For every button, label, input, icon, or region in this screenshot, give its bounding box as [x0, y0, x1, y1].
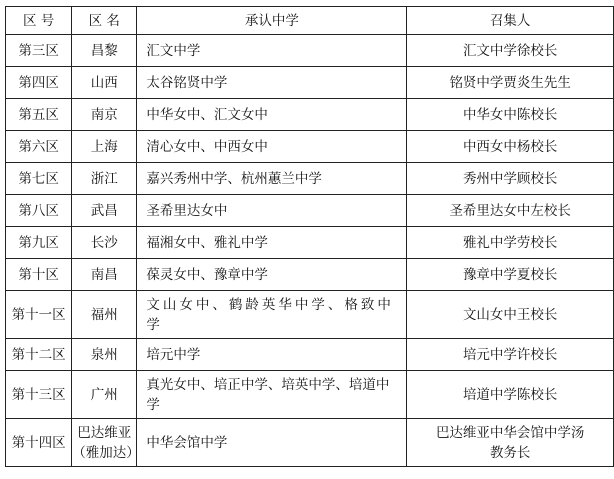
- name-cell: 泉州: [72, 339, 137, 371]
- name-cell: 南昌: [72, 259, 137, 291]
- table-row: [6, 35, 614, 67]
- district-cell: 第六区: [6, 131, 72, 163]
- schools-cell: 葆灵女中、豫章中学: [137, 259, 407, 291]
- convener-cell: 培元中学许校长: [407, 339, 614, 371]
- table-header-row: [6, 7, 614, 35]
- table-row: [6, 99, 614, 131]
- schools-cell: 中华会馆中学: [137, 419, 407, 467]
- name-cell: 山西: [72, 67, 137, 99]
- convener-cell: 铭贤中学贾炎生先生: [407, 67, 614, 99]
- schools-cell: 真光女中、培正中学、培英中学、培道中学: [137, 371, 407, 419]
- header-convener: 召集人: [407, 7, 614, 35]
- convener-cell: 巴达维亚中华会馆中学汤教务长: [407, 419, 614, 467]
- table-row: [6, 131, 614, 163]
- name-cell: 南京: [72, 99, 137, 131]
- schools-cell: 福湘女中、雅礼中学: [137, 227, 407, 259]
- name-cell: 上海: [72, 131, 137, 163]
- schools-cell: 嘉兴秀州中学、杭州蕙兰中学: [137, 163, 407, 195]
- table-row: [6, 371, 614, 419]
- table-row: [6, 163, 614, 195]
- table-row: [6, 419, 614, 467]
- name-cell: 浙江: [72, 163, 137, 195]
- district-cell: 第八区: [6, 195, 72, 227]
- schools-cell: 圣希里达女中: [137, 195, 407, 227]
- table-row: [6, 259, 614, 291]
- district-cell: 第五区: [6, 99, 72, 131]
- name-cell: 长沙: [72, 227, 137, 259]
- convener-cell: 汇文中学徐校长: [407, 35, 614, 67]
- convener-cell: 雅礼中学劳校长: [407, 227, 614, 259]
- district-cell: 第四区: [6, 67, 72, 99]
- header-district: 区 号: [6, 7, 72, 35]
- district-cell: 第十区: [6, 259, 72, 291]
- convener-cell: 中西女中杨校长: [407, 131, 614, 163]
- name-cell: 巴达维亚（雅加达）: [72, 419, 137, 467]
- table-row: [6, 67, 614, 99]
- name-cell: 武昌: [72, 195, 137, 227]
- schools-cell: 文山女中、鹤龄英华中学、格致中学: [137, 291, 407, 339]
- district-cell: 第十一区: [6, 291, 72, 339]
- convener-cell: 培道中学陈校长: [407, 371, 614, 419]
- district-cell: 第九区: [6, 227, 72, 259]
- name-cell: 福州: [72, 291, 137, 339]
- name-cell: 广州: [72, 371, 137, 419]
- convener-cell: 文山女中王校长: [407, 291, 614, 339]
- table-row: [6, 291, 614, 339]
- convener-cell: 秀州中学顾校长: [407, 163, 614, 195]
- name-cell: 昌黎: [72, 35, 137, 67]
- header-schools: 承认中学: [137, 7, 407, 35]
- districts-table: [5, 6, 614, 467]
- district-cell: 第十二区: [6, 339, 72, 371]
- table-row: [6, 339, 614, 371]
- convener-cell: 圣希里达女中左校长: [407, 195, 614, 227]
- district-cell: 第十三区: [6, 371, 72, 419]
- table-row: [6, 195, 614, 227]
- header-name: 区 名: [72, 7, 137, 35]
- schools-cell: 培元中学: [137, 339, 407, 371]
- schools-cell: 汇文中学: [137, 35, 407, 67]
- convener-cell: 豫章中学夏校长: [407, 259, 614, 291]
- district-cell: 第十四区: [6, 419, 72, 467]
- schools-cell: 中华女中、汇文女中: [137, 99, 407, 131]
- schools-cell: 太谷铭贤中学: [137, 67, 407, 99]
- district-cell: 第三区: [6, 35, 72, 67]
- district-cell: 第七区: [6, 163, 72, 195]
- table-row: [6, 227, 614, 259]
- schools-cell: 清心女中、中西女中: [137, 131, 407, 163]
- convener-cell: 中华女中陈校长: [407, 99, 614, 131]
